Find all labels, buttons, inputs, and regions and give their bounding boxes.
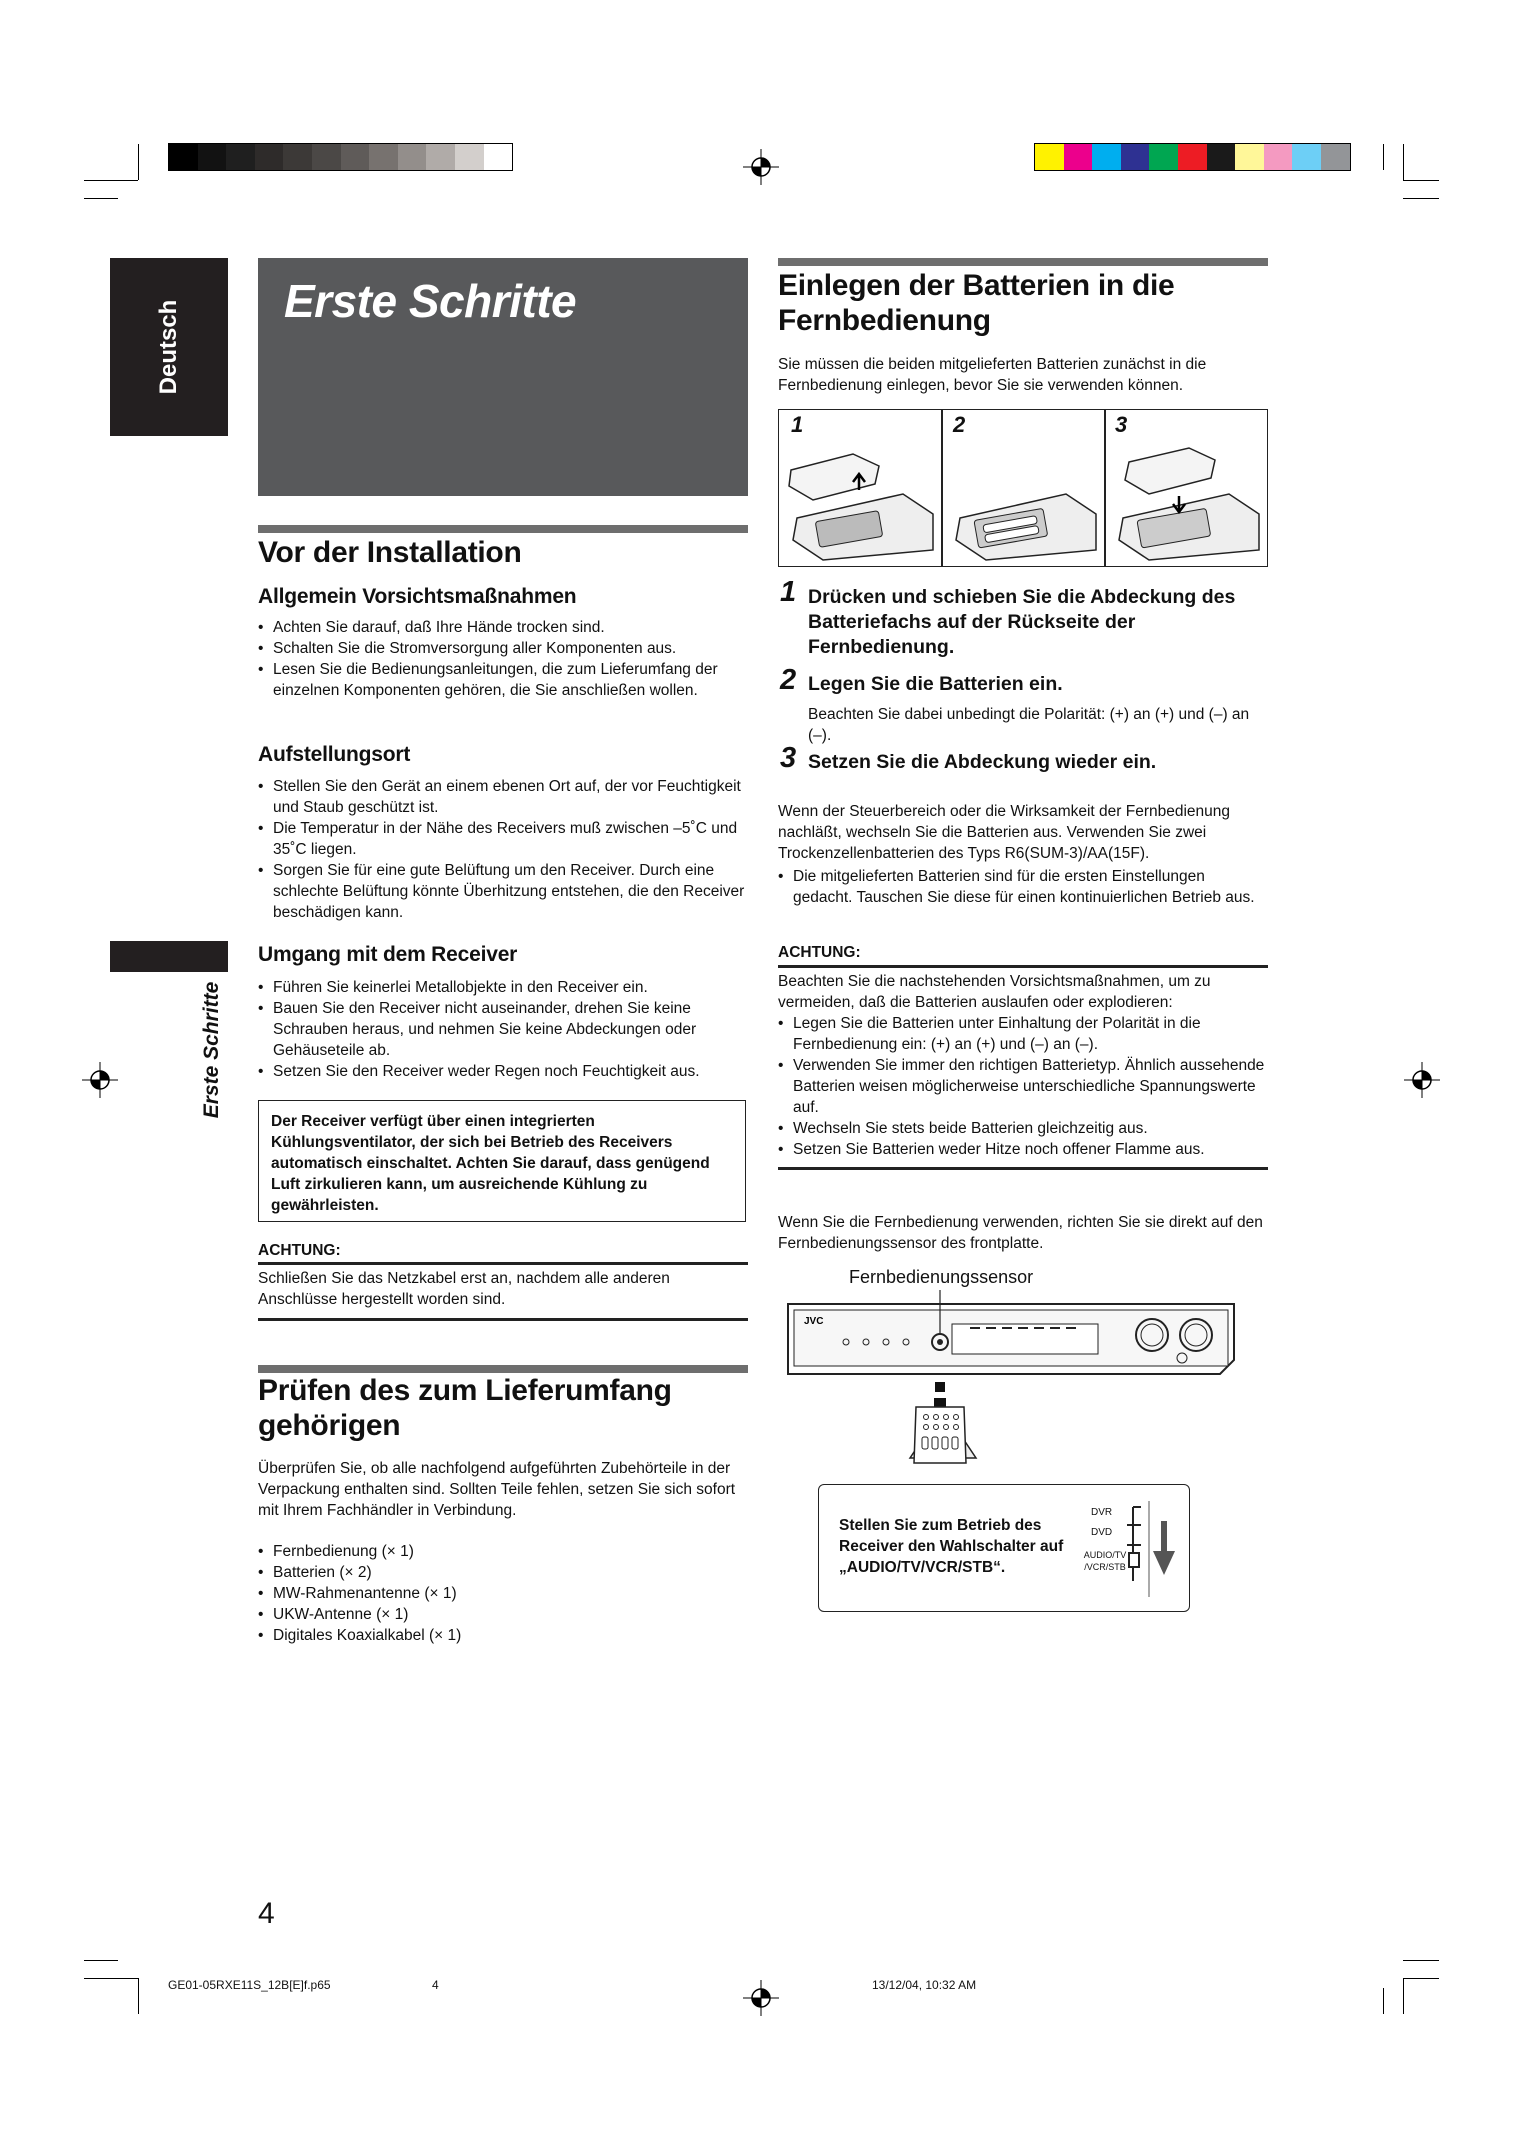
achtung-label-right: ACHTUNG: bbox=[778, 944, 861, 961]
section-divider bbox=[778, 258, 1268, 266]
section-tab-label: Erste Schritte bbox=[200, 981, 223, 1119]
achtung-label-left: ACHTUNG: bbox=[258, 1242, 341, 1259]
ventilation-note-box bbox=[258, 1100, 746, 1222]
remote-battery-insert-icon bbox=[946, 440, 1100, 562]
calibration-swatch bbox=[426, 144, 455, 170]
step-text: Drücken und schieben Sie die Abdeckung des Batteriefachs auf der Rückseite der Fernbedienung. bbox=[808, 586, 1236, 658]
calibration-swatch bbox=[1064, 144, 1093, 170]
receiver-logo: JVC bbox=[804, 1316, 824, 1327]
hero-banner bbox=[258, 258, 748, 496]
list-item: • Die Temperatur in der Nähe des Receivers muß zwischen –5˚C und 35˚C liegen. bbox=[258, 818, 748, 860]
remote-cover-replace-icon bbox=[1109, 440, 1263, 562]
registration-mark-icon bbox=[82, 1062, 118, 1098]
batterien-intro: Sie müssen die beiden mitgelieferten Batterien zunächst in die Fernbedienung einlegen, bevor Sie sie verwenden können. bbox=[778, 356, 1207, 394]
list-item: • Die mitgelieferten Batterien sind für die ersten Einstellungen gedacht. Tauschen Sie diese für einen kontinuierlichen Betrieb aus. bbox=[778, 866, 1268, 908]
list-item: • Führen Sie keinerlei Metallobjekte in den Receiver ein. bbox=[258, 977, 748, 998]
list-item: • Lesen Sie die Bedienungsanleitungen, die zum Lieferumfang der einzelnen Komponenten gehören, die Sie anschließen wollen. bbox=[258, 659, 748, 701]
list-item: • Stellen Sie den Gerät an einem ebenen Ort auf, der vor Feuchtigkeit und Staub geschützt ist. bbox=[258, 776, 748, 818]
battery-insertion-figure bbox=[778, 409, 1268, 567]
achtung-rule bbox=[778, 965, 1268, 968]
switch-note-text: Stellen Sie zum Betrieb des Receiver den Wahlschalter auf „AUDIO/TV/VCR/STB“. bbox=[839, 1517, 1064, 1576]
list-item: • UKW-Antenne (× 1) bbox=[258, 1604, 748, 1625]
list-item: • Batterien (× 2) bbox=[258, 1562, 748, 1583]
calibration-swatch bbox=[369, 144, 398, 170]
calibration-swatch bbox=[398, 144, 427, 170]
list-umgang bbox=[258, 977, 748, 1082]
calibration-swatch bbox=[455, 144, 484, 170]
footer-file-page: 4 bbox=[432, 1978, 439, 1992]
remote-cover-removal-icon bbox=[783, 440, 937, 562]
calibration-swatch bbox=[1207, 144, 1236, 170]
hero-title: Erste Schritte bbox=[284, 275, 577, 327]
figure-step-number: 2 bbox=[953, 412, 966, 437]
calibration-swatch bbox=[1149, 144, 1178, 170]
language-tab-label: Deutsch bbox=[155, 299, 182, 395]
list-item: • Setzen Sie Batterien weder Hitze noch offener Flamme aus. bbox=[778, 1139, 1268, 1160]
calibration-swatch bbox=[1264, 144, 1293, 170]
calibration-swatch bbox=[312, 144, 341, 170]
selector-switch-icon bbox=[1127, 1501, 1177, 1597]
calibration-swatch bbox=[341, 144, 370, 170]
list-item: • Digitales Koaxialkabel (× 1) bbox=[258, 1625, 748, 1646]
list-item: • Fernbedienung (× 1) bbox=[258, 1541, 748, 1562]
section-title-batterien: Einlegen der Batterien in die Fernbedienung bbox=[778, 269, 1175, 337]
step-text: Legen Sie die Batterien ein. bbox=[808, 673, 1063, 695]
sensor-text: Wenn Sie die Fernbedienung verwenden, richten Sie sie direkt auf den Fernbedienungssensor des frontplatte. bbox=[778, 1214, 1263, 1252]
ventilation-note-text: Der Receiver verfügt über einen integrierten Kühlungsventilator, der sich bei Betrieb des Receivers automatisch einschaltet. Achten Sie darauf, dass genügend Luft zirkulieren kann, um ausreichende Kühlung zu gewährleisten. bbox=[271, 1113, 710, 1214]
switch-label-dvr: DVR bbox=[1091, 1507, 1113, 1518]
calibration-swatch bbox=[1092, 144, 1121, 170]
heading-allgemein: Allgemein Vorsichtsmaßnahmen bbox=[258, 585, 577, 608]
calibration-swatch bbox=[1235, 144, 1264, 170]
list-item: • Bauen Sie den Receiver nicht auseinander, drehen Sie keine Schrauben heraus, und nehmen Sie keine Abdeckungen oder Gehäuseteile ab. bbox=[258, 998, 748, 1061]
section-title-pruefen: Prüfen des zum Lieferumfang gehörigen bbox=[258, 1374, 672, 1442]
section-tab-bar bbox=[110, 941, 228, 972]
achtung-text-left: Schließen Sie das Netzkabel erst an, nachdem alle anderen Anschlüsse hergestellt worden sind. bbox=[258, 1270, 670, 1308]
achtung-rule-bottom bbox=[258, 1318, 748, 1321]
receiver-front-panel-illustration bbox=[780, 1290, 1240, 1460]
calibration-swatch bbox=[1121, 144, 1150, 170]
list-item: • Verwenden Sie immer den richtigen Batterietyp. Ähnlich aussehende Batterien weisen möglicherweise unterschiedliche Spannungswerte auf. bbox=[778, 1055, 1268, 1118]
list-accessories bbox=[258, 1541, 748, 1646]
switch-label-audio: AUDIO/TV /VCR/STB bbox=[1083, 1550, 1127, 1572]
calibration-swatch bbox=[169, 144, 198, 170]
calibration-swatch bbox=[1035, 144, 1064, 170]
registration-mark-icon bbox=[1404, 1062, 1440, 1098]
list-aufstellungsort bbox=[258, 776, 748, 923]
registration-mark-icon bbox=[743, 149, 779, 185]
achtung-rule-bottom bbox=[778, 1167, 1268, 1170]
registration-mark-icon bbox=[743, 1980, 779, 2016]
achtung-rule bbox=[258, 1262, 748, 1265]
switch-label-dvd: DVD bbox=[1091, 1527, 1113, 1538]
figure-step-number: 1 bbox=[791, 412, 804, 437]
pruefen-intro: Überprüfen Sie, ob alle nachfolgend aufgeführten Zubehörteile in der Verpackung enthalten sind. Sollten Teile fehlen, setzen Sie sich sofort mit Ihrem Fachhändler in Verbindung. bbox=[258, 1460, 736, 1519]
calibration-swatch bbox=[283, 144, 312, 170]
calibration-swatch bbox=[255, 144, 284, 170]
page-number: 4 bbox=[258, 1897, 275, 1930]
language-tab bbox=[110, 258, 228, 436]
section-divider bbox=[258, 1365, 748, 1373]
calibration-swatch bbox=[1178, 144, 1207, 170]
step-text: Setzen Sie die Abdeckung wieder ein. bbox=[808, 751, 1157, 773]
list-allgemein bbox=[258, 617, 748, 701]
calibration-swatch bbox=[226, 144, 255, 170]
list-wechsel bbox=[778, 866, 1268, 908]
gray-calibration-bar bbox=[168, 143, 513, 171]
switch-callout-box bbox=[818, 1484, 1190, 1612]
calibration-swatch bbox=[198, 144, 227, 170]
list-item: • Setzen Sie den Receiver weder Regen noch Feuchtigkeit aus. bbox=[258, 1061, 748, 1082]
step-number: 2 bbox=[780, 664, 797, 696]
list-item: • MW-Rahmenantenne (× 1) bbox=[258, 1583, 748, 1604]
remote-control-top-icon bbox=[910, 1405, 972, 1465]
calibration-swatch bbox=[484, 144, 513, 170]
heading-umgang: Umgang mit dem Receiver bbox=[258, 943, 518, 966]
list-item: • Achten Sie darauf, daß Ihre Hände trocken sind. bbox=[258, 617, 748, 638]
list-item: • Schalten Sie die Stromversorgung aller Komponenten aus. bbox=[258, 638, 748, 659]
sensor-label: Fernbedienungssensor bbox=[849, 1267, 1034, 1287]
figure-step-number: 3 bbox=[1115, 412, 1128, 437]
list-achtung-right bbox=[778, 1013, 1268, 1160]
section-title-vor-installation: Vor der Installation bbox=[258, 536, 522, 569]
achtung-intro-right: Beachten Sie die nachstehenden Vorsichtsmaßnahmen, um zu vermeiden, daß die Batterien auslaufen oder explodieren: bbox=[778, 973, 1211, 1011]
list-item: • Sorgen Sie für eine gute Belüftung um den Receiver. Durch eine schlechte Belüftung könnte Überhitzung entstehen, die den Receiver beschädigen kann. bbox=[258, 860, 748, 923]
heading-aufstellungsort: Aufstellungsort bbox=[258, 743, 411, 766]
step-number: 3 bbox=[780, 742, 797, 774]
wechsel-text: Wenn der Steuerbereich oder die Wirksamkeit der Fernbedienung nachläßt, wechseln Sie die Batterien aus. Verwenden Sie zwei Trockenzellenbatterien des Typs R6(SUM-3)/AA(15F). bbox=[778, 803, 1231, 862]
step-number: 1 bbox=[780, 576, 797, 608]
color-calibration-bar bbox=[1034, 143, 1351, 171]
calibration-swatch bbox=[1292, 144, 1321, 170]
step-note: Beachten Sie dabei unbedingt die Polarität: (+) an (+) und (–) an (–). bbox=[808, 706, 1250, 744]
footer-file-name: GE01-05RXE11S_12B[E]f.p65 bbox=[168, 1978, 331, 1992]
list-item: • Wechseln Sie stets beide Batterien gleichzeitig aus. bbox=[778, 1118, 1268, 1139]
list-item: • Legen Sie die Batterien unter Einhaltung der Polarität in die Fernbedienung ein: (+) an (+) und (–) an (–). bbox=[778, 1013, 1268, 1055]
calibration-swatch bbox=[1321, 144, 1350, 170]
footer-timestamp: 13/12/04, 10:32 AM bbox=[872, 1978, 977, 1992]
section-divider bbox=[258, 525, 748, 533]
